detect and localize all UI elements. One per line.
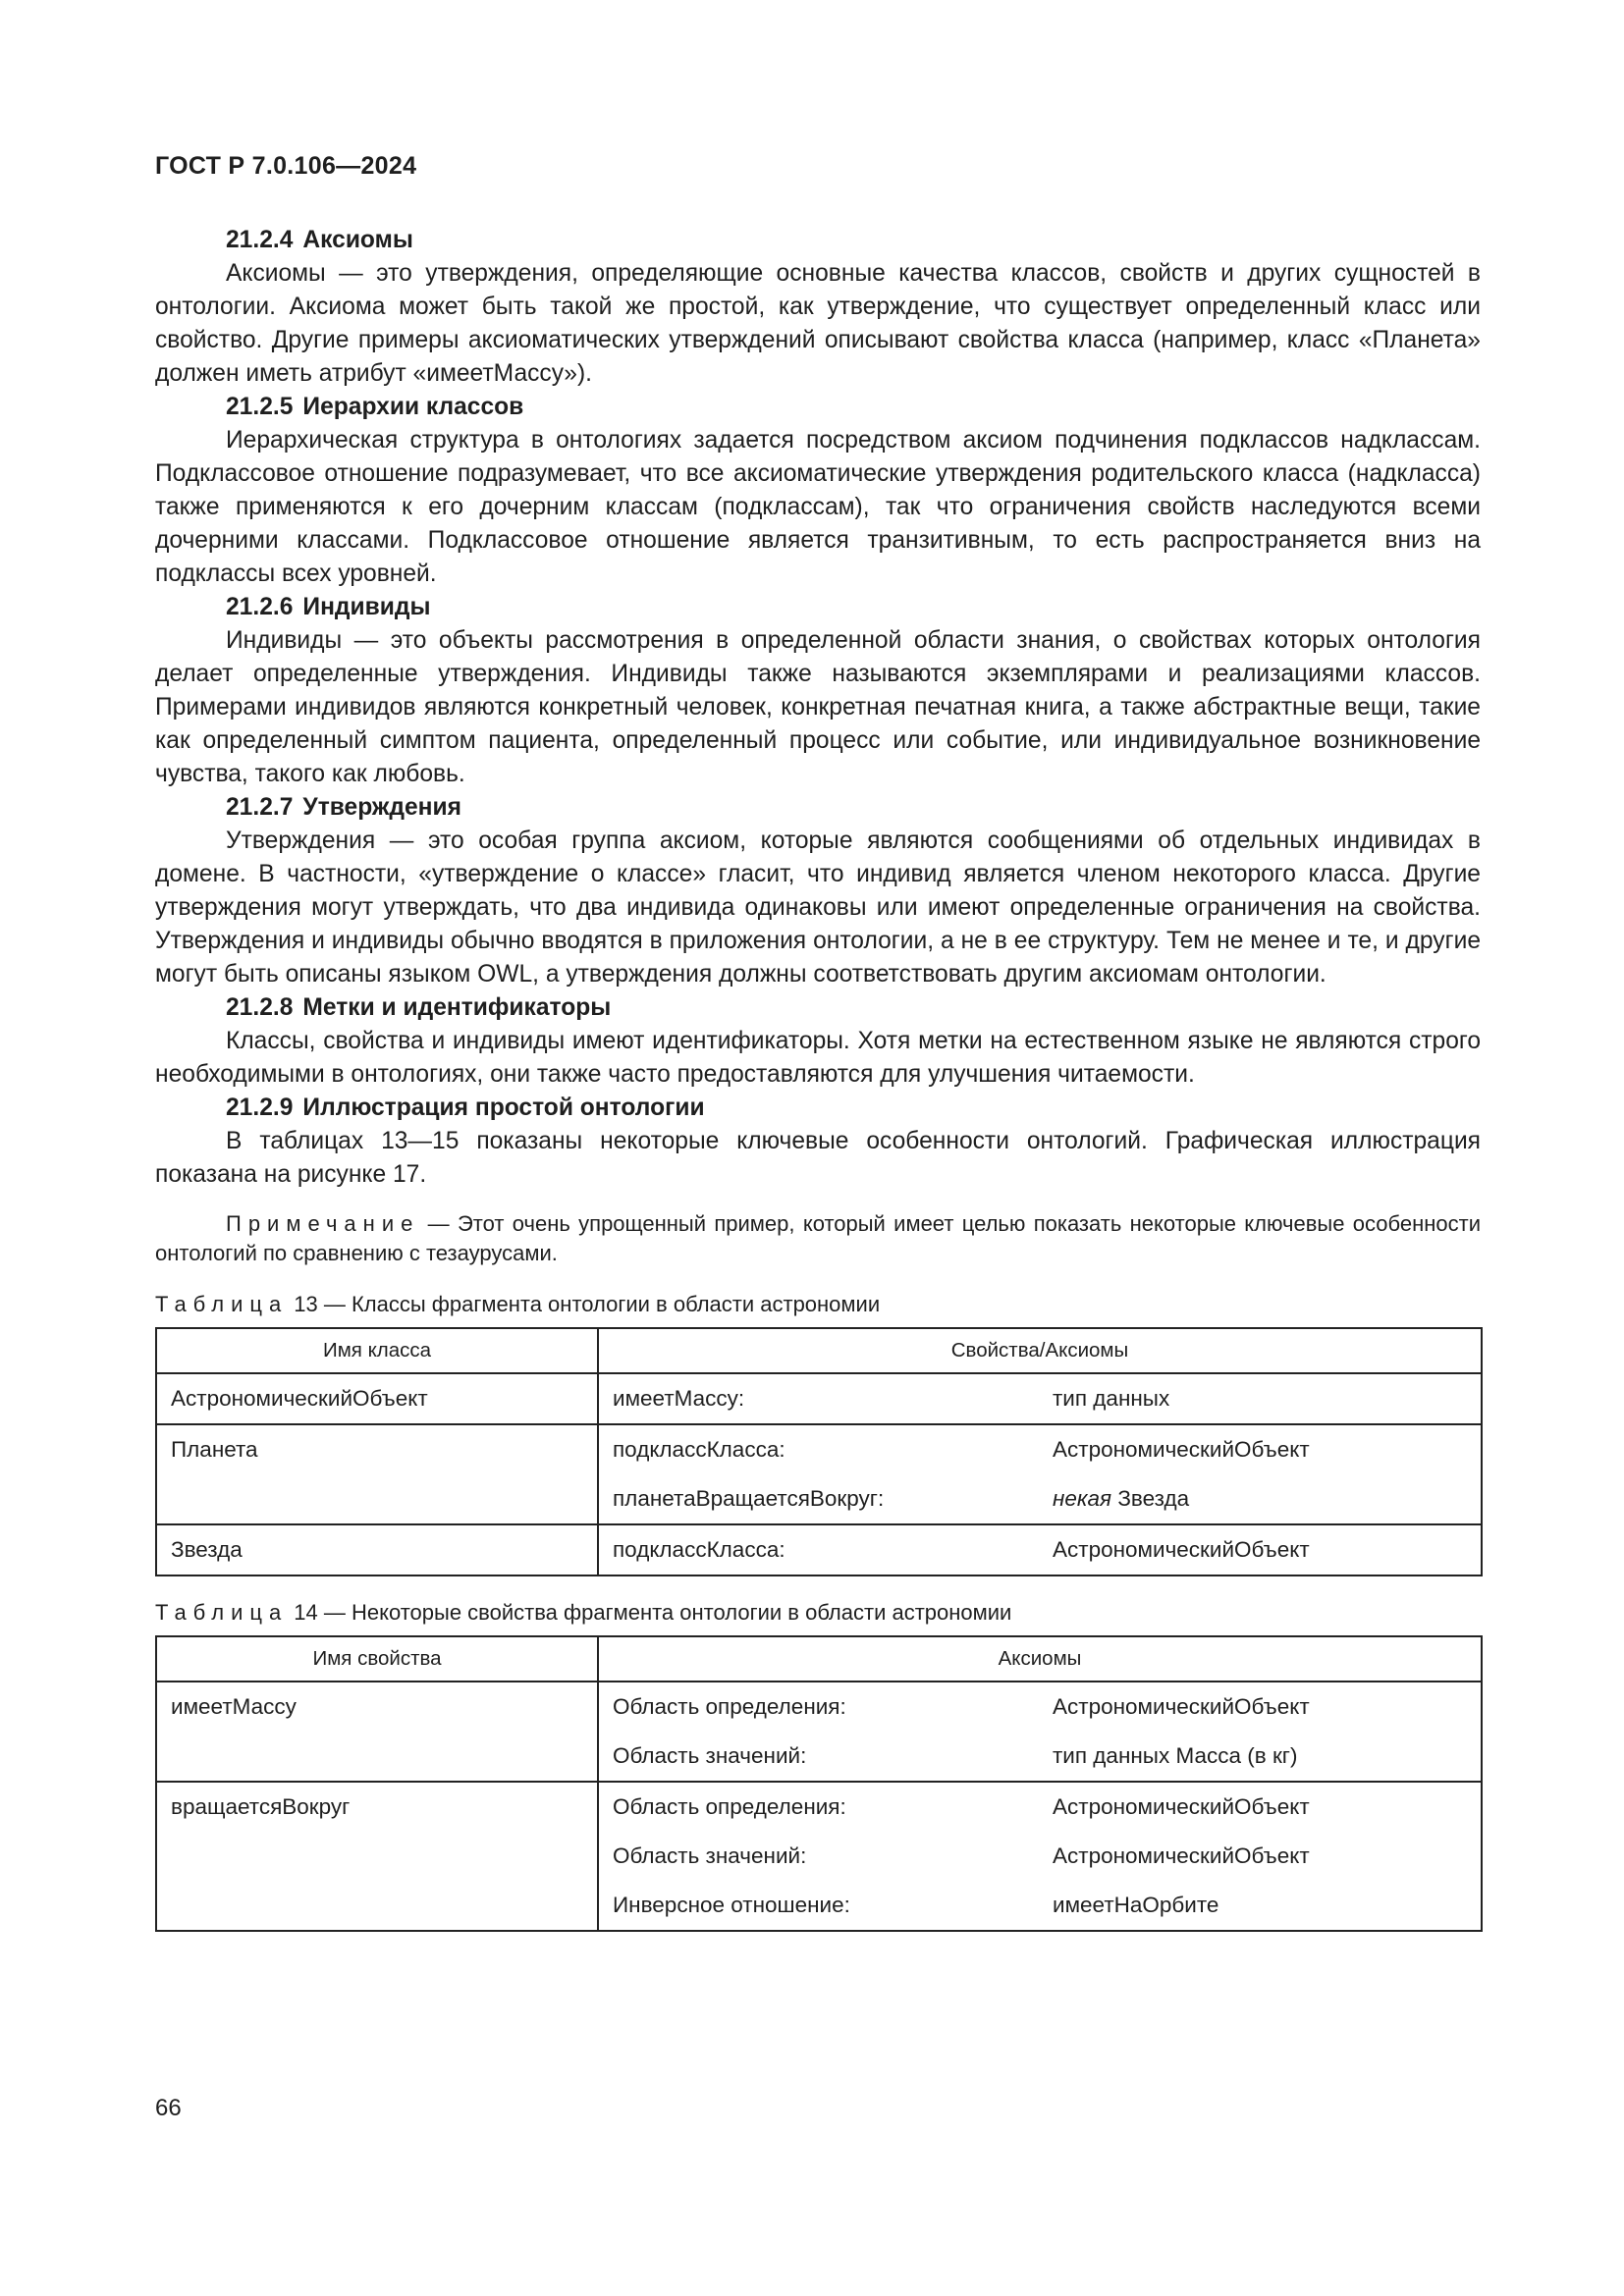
table-row	[156, 1424, 1482, 1474]
table-caption-text: 13 — Классы фрагмента онтологии в области астрономии	[294, 1292, 881, 1316]
section-paragraph: Иерархическая структура в онтологиях задается посредством аксиом подчинения подклассов надклассам. Подклассовое отношение подразумевает, что все аксиоматические утверждения родительского класса (надкласса) также применяются к его дочерним классам (подклассам), так что ограничения свойств наследуются всеми дочерними классами. Подклассовое отношение является транзитивным, то есть распространяется вниз на подклассы всех уровней.	[155, 427, 1481, 587]
note-text: — Этот очень упрощенный пример, который имеет целью показать некоторые ключевые особенности онтологий по сравнению с тезаурусами.	[155, 1211, 1481, 1265]
section-paragraph: Аксиомы — это утверждения, определяющие основные качества классов, свойств и других сущностей в онтологии. Аксиома может быть такой же простой, как утверждение, что существует определенный класс или свойство. Другие примеры аксиоматических утверждений описывают свойства класса (например, класс «Планета» должен иметь атрибут «имеетМассу»).	[155, 260, 1481, 387]
table-header-cell: Свойства/Аксиомы	[598, 1328, 1482, 1373]
table-13	[155, 1327, 1483, 1576]
axiom-cell: Область определения:	[598, 1782, 1039, 1832]
section-number: 21.2.7	[226, 794, 294, 821]
table-caption	[155, 1598, 1481, 1628]
value-cell: АстрономическийОбъект	[1039, 1424, 1482, 1474]
value-cell	[1039, 1474, 1482, 1524]
section-title: Иллюстрация простой онтологии	[302, 1095, 705, 1121]
axiom-cell: Область значений:	[598, 1832, 1039, 1881]
section-paragraph: Индивиды — это объекты рассмотрения в определенной области знания, о свойствах которых онтология делает определенные утверждения. Индивиды также называются экземплярами и реализациями классов. Примерами индивидов являются конкретный человек, конкретная печатная книга, а также абстрактные вещи, такие как определенный симптом пациента, определенный процесс или событие, или индивидуальное возникновение чувства, такого как любовь.	[155, 627, 1481, 787]
property-name-cell: имеетМассу	[156, 1682, 598, 1782]
table-row	[156, 1782, 1482, 1832]
section-number: 21.2.4	[226, 227, 294, 253]
axiom-cell: Область определения:	[598, 1682, 1039, 1732]
section-number: 21.2.8	[226, 994, 294, 1021]
axiom-cell: Инверсное отношение:	[598, 1881, 1039, 1931]
property-name-cell: вращаетсяВокруг	[156, 1782, 598, 1931]
section-heading	[155, 591, 1481, 624]
section-title: Иерархии классов	[302, 394, 524, 420]
table-caption-label: Таблица	[155, 1600, 289, 1625]
table-header-cell: Имя свойства	[156, 1636, 598, 1682]
class-name-cell: Звезда	[156, 1524, 598, 1575]
section-heading	[155, 391, 1481, 424]
note	[155, 1209, 1481, 1268]
section-paragraph: Классы, свойства и индивиды имеют идентификаторы. Хотя метки на естественном языке не являются строго необходимыми в онтологиях, они также часто предоставляются для улучшения читаемости.	[155, 1028, 1481, 1088]
section-number: 21.2.6	[226, 594, 294, 620]
property-cell: имеетМассу:	[598, 1373, 1039, 1424]
note-label: Примечание	[226, 1211, 420, 1236]
table-caption-label: Таблица	[155, 1292, 289, 1316]
table-header-row	[156, 1636, 1482, 1682]
table-row	[156, 1682, 1482, 1732]
value-cell: АстрономическийОбъект	[1039, 1782, 1482, 1832]
value-cell: тип данных Масса (в кг)	[1039, 1732, 1482, 1782]
section-title: Утверждения	[302, 794, 461, 821]
value-cell: АстрономическийОбъект	[1039, 1832, 1482, 1881]
table-row	[156, 1524, 1482, 1575]
section-title: Индивиды	[302, 594, 431, 620]
table-caption	[155, 1290, 1481, 1319]
table-header-cell: Аксиомы	[598, 1636, 1482, 1682]
table-header-cell: Имя класса	[156, 1328, 598, 1373]
value-text: Звезда	[1111, 1486, 1190, 1511]
section-heading	[155, 1092, 1481, 1125]
section-heading	[155, 791, 1481, 825]
document-header: ГОСТ Р 7.0.106—2024	[155, 152, 417, 180]
value-italic-text: некая	[1053, 1486, 1112, 1511]
value-cell: АстрономическийОбъект	[1039, 1682, 1482, 1732]
table-14	[155, 1635, 1483, 1932]
section-paragraph: Утверждения — это особая группа аксиом, которые являются сообщениями об отдельных индивидах в домене. В частности, «утверждение о классе» гласит, что индивид является членом некоторого класса. Другие утверждения могут утверждать, что два индивида одинаковы или имеют определенные ограничения на свойства. Утверждения и индивиды обычно вводятся в приложения онтологии, а не в ее структуру. Тем не менее и те, и другие могут быть описаны языком OWL, а утверждения должны соответствовать другим аксиомам онтологии.	[155, 828, 1481, 988]
table-caption-text: 14 — Некоторые свойства фрагмента онтологии в области астрономии	[294, 1600, 1012, 1625]
class-name-cell: Планета	[156, 1424, 598, 1524]
section-title: Аксиомы	[302, 227, 413, 253]
class-name-cell: АстрономическийОбъект	[156, 1373, 598, 1424]
document-body	[155, 224, 1481, 1932]
page-number: 66	[155, 2095, 182, 2121]
table-row	[156, 1373, 1482, 1424]
section-number: 21.2.9	[226, 1095, 294, 1121]
value-cell: имеетНаОрбите	[1039, 1881, 1482, 1931]
section-heading	[155, 991, 1481, 1025]
section-title: Метки и идентификаторы	[302, 994, 612, 1021]
property-cell: подклассКласса:	[598, 1424, 1039, 1474]
property-cell: подклассКласса:	[598, 1524, 1039, 1575]
axiom-cell: Область значений:	[598, 1732, 1039, 1782]
table-header-row	[156, 1328, 1482, 1373]
section-heading	[155, 224, 1481, 257]
property-cell: планетаВращаетсяВокруг:	[598, 1474, 1039, 1524]
section-number: 21.2.5	[226, 394, 294, 420]
value-cell: АстрономическийОбъект	[1039, 1524, 1482, 1575]
value-cell: тип данных	[1039, 1373, 1482, 1424]
section-paragraph: В таблицах 13—15 показаны некоторые ключевые особенности онтологий. Графическая иллюстрация показана на рисунке 17.	[155, 1128, 1481, 1188]
